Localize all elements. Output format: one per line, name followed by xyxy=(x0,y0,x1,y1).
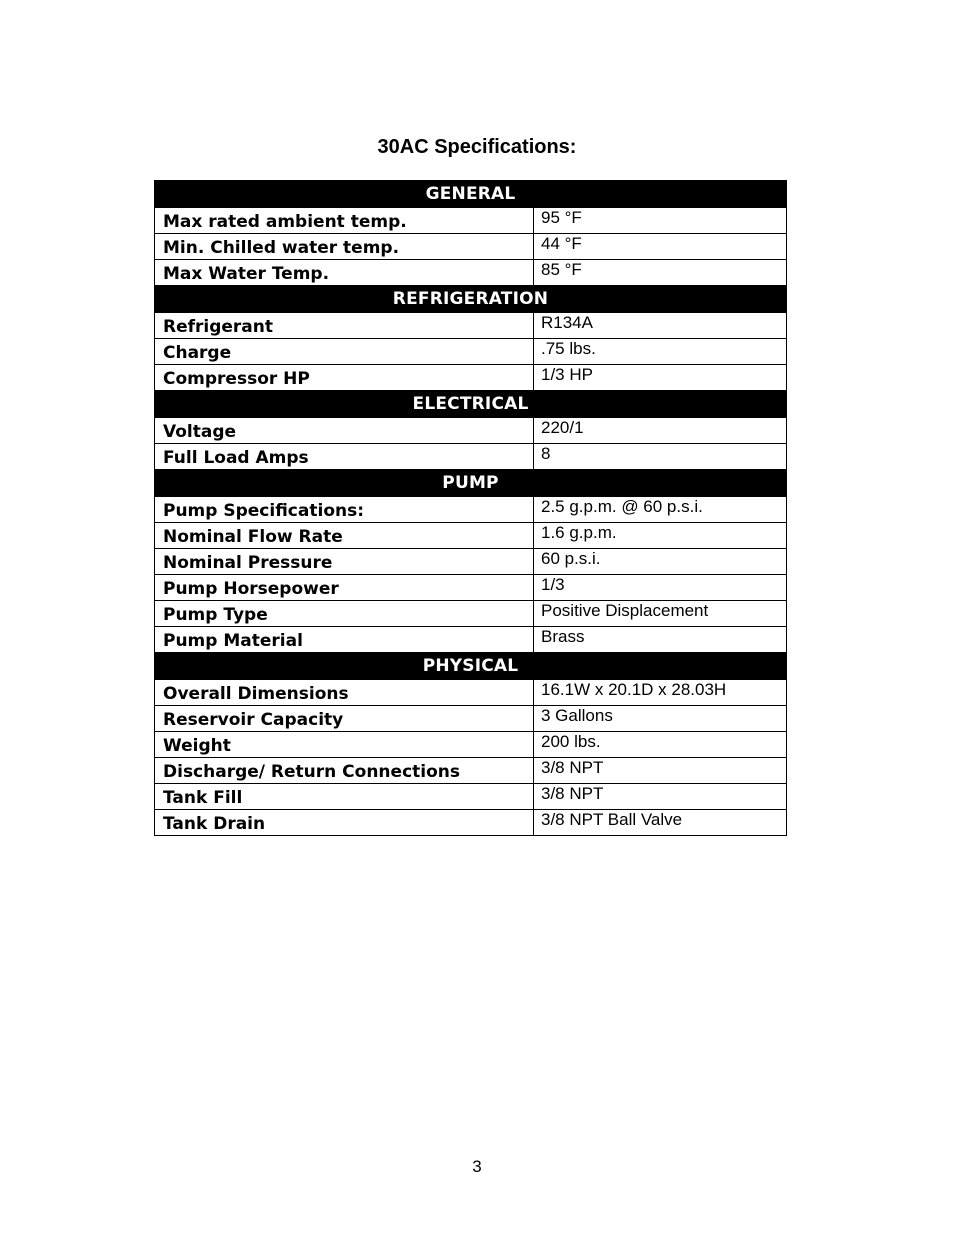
table-row xyxy=(155,601,787,627)
spec-label: Discharge/ Return Connections xyxy=(155,758,534,784)
spec-label: Overall Dimensions xyxy=(155,680,534,706)
spec-value: 220/1 xyxy=(534,418,787,444)
spec-value: R134A xyxy=(534,313,787,339)
table-row xyxy=(155,313,787,339)
section-heading: REFRIGERATION xyxy=(155,286,787,313)
spec-value: 2.5 g.p.m. @ 60 p.s.i. xyxy=(534,497,787,523)
spec-value: 3/8 NPT xyxy=(534,784,787,810)
spec-label: Weight xyxy=(155,732,534,758)
spec-value: 16.1W x 20.1D x 28.03H xyxy=(534,680,787,706)
spec-value: 1/3 xyxy=(534,575,787,601)
spec-label: Voltage xyxy=(155,418,534,444)
section-heading: GENERAL xyxy=(155,181,787,208)
spec-value: 3/8 NPT Ball Valve xyxy=(534,810,787,836)
spec-value: 8 xyxy=(534,444,787,470)
table-row xyxy=(155,706,787,732)
table-row xyxy=(155,627,787,653)
section-header-general xyxy=(155,181,787,208)
section-header-pump xyxy=(155,470,787,497)
spec-value: .75 lbs. xyxy=(534,339,787,365)
spec-value: 3/8 NPT xyxy=(534,758,787,784)
spec-value: Brass xyxy=(534,627,787,653)
spec-value: 95 °F xyxy=(534,208,787,234)
section-header-electrical xyxy=(155,391,787,418)
section-heading: PHYSICAL xyxy=(155,653,787,680)
table-row xyxy=(155,208,787,234)
spec-label: Refrigerant xyxy=(155,313,534,339)
spec-label: Pump Specifications: xyxy=(155,497,534,523)
spec-value: 3 Gallons xyxy=(534,706,787,732)
table-row xyxy=(155,365,787,391)
spec-value: 200 lbs. xyxy=(534,732,787,758)
spec-label: Tank Fill xyxy=(155,784,534,810)
spec-label: Max Water Temp. xyxy=(155,260,534,286)
spec-value: Positive Displacement xyxy=(534,601,787,627)
section-header-physical xyxy=(155,653,787,680)
table-row xyxy=(155,339,787,365)
spec-label: Nominal Flow Rate xyxy=(155,523,534,549)
table-row xyxy=(155,260,787,286)
spec-value: 44 °F xyxy=(534,234,787,260)
spec-label: Pump Type xyxy=(155,601,534,627)
table-row xyxy=(155,575,787,601)
section-header-refrigeration xyxy=(155,286,787,313)
spec-value: 1.6 g.p.m. xyxy=(534,523,787,549)
spec-label: Min. Chilled water temp. xyxy=(155,234,534,260)
spec-value: 1/3 HP xyxy=(534,365,787,391)
spec-label: Pump Material xyxy=(155,627,534,653)
spec-label: Max rated ambient temp. xyxy=(155,208,534,234)
table-row xyxy=(155,758,787,784)
spec-value: 85 °F xyxy=(534,260,787,286)
page-title: 30AC Specifications: xyxy=(377,136,577,158)
spec-label: Compressor HP xyxy=(155,365,534,391)
spec-label: Pump Horsepower xyxy=(155,575,534,601)
page-number: 3 xyxy=(472,1157,482,1176)
table-row xyxy=(155,523,787,549)
spec-label: Nominal Pressure xyxy=(155,549,534,575)
spec-label: Tank Drain xyxy=(155,810,534,836)
spec-value: 60 p.s.i. xyxy=(534,549,787,575)
table-row xyxy=(155,444,787,470)
table-row xyxy=(155,418,787,444)
table-row xyxy=(155,810,787,836)
section-heading: ELECTRICAL xyxy=(155,391,787,418)
table-row xyxy=(155,680,787,706)
spec-label: Reservoir Capacity xyxy=(155,706,534,732)
spec-label: Full Load Amps xyxy=(155,444,534,470)
table-row xyxy=(155,549,787,575)
table-row xyxy=(155,234,787,260)
table-row xyxy=(155,497,787,523)
section-heading: PUMP xyxy=(155,470,787,497)
specifications-table xyxy=(154,180,787,836)
table-row xyxy=(155,732,787,758)
spec-label: Charge xyxy=(155,339,534,365)
table-row xyxy=(155,784,787,810)
